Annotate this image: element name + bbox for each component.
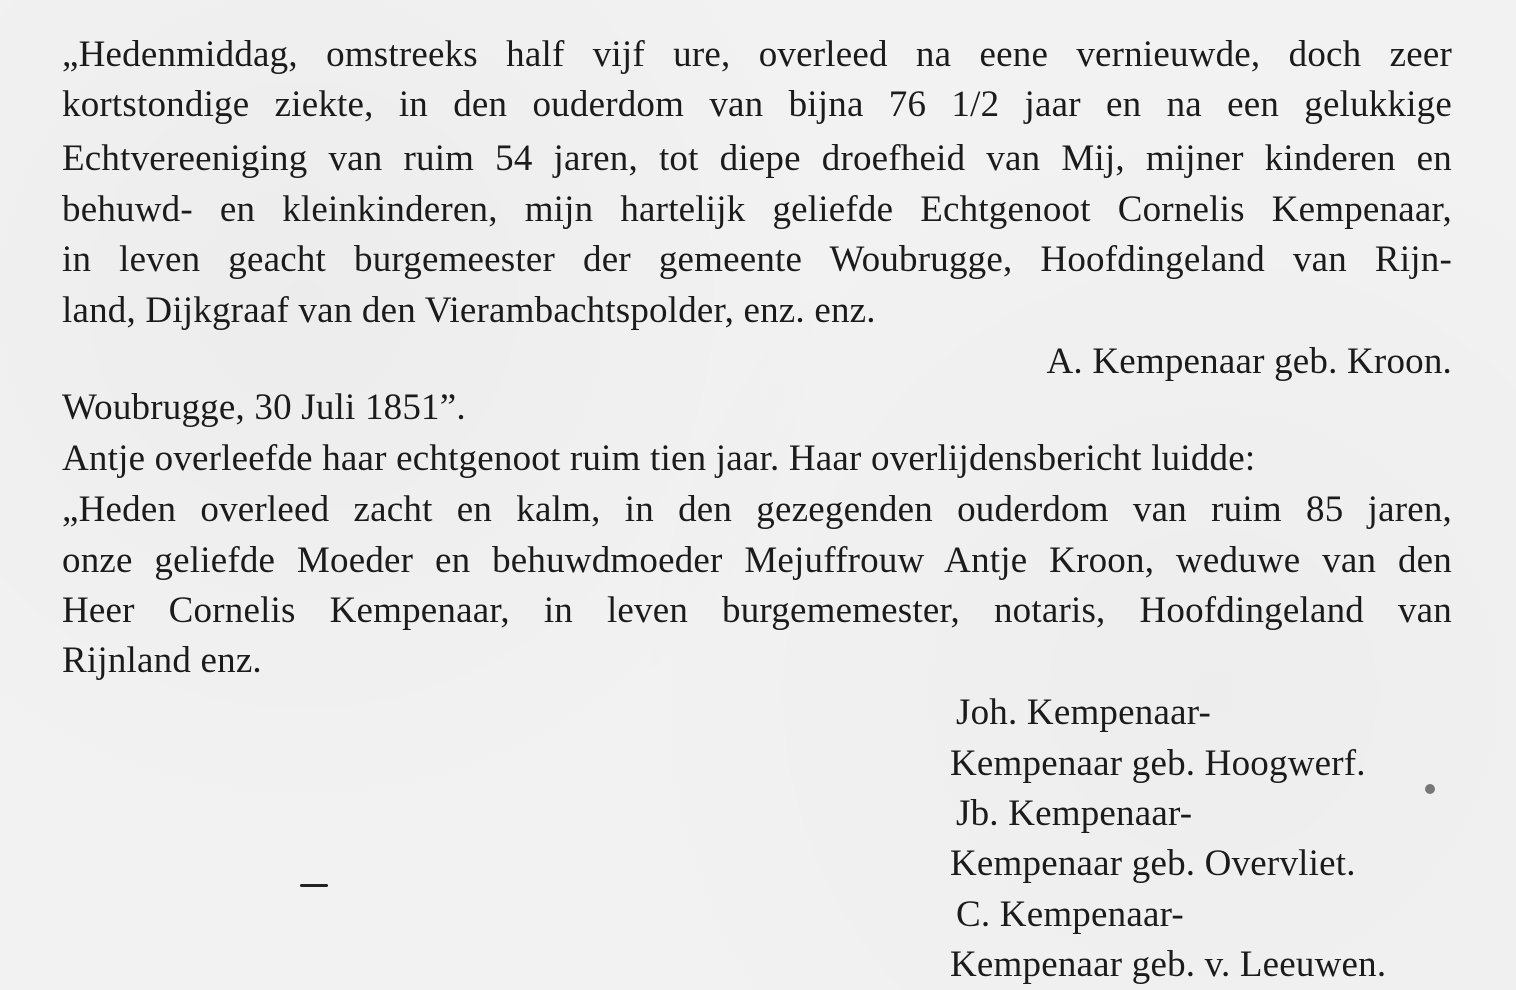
signature-line-2: Kempenaar geb. Hoogwerf. xyxy=(950,743,1366,784)
paper-speck xyxy=(1425,784,1435,794)
notice1-place-date: Woubrugge, 30 Juli 1851”. xyxy=(62,387,466,428)
ink-mark xyxy=(300,884,328,887)
intro-sentence: Antje overleefde haar echtgenoot ruim tien jaar. Haar overlijdensbericht luidde: xyxy=(62,438,1256,479)
signature-line-1: Joh. Kempenaar- xyxy=(956,692,1211,733)
signature-line-6: Kempenaar geb. v. Leeuwen. xyxy=(950,944,1387,985)
notice1-line-3: Echtvereeniging van ruim 54 jaren, tot diepe droefheid van Mij, mijner kinderen en xyxy=(62,138,1452,179)
notice2-line-2: onze geliefde Moeder en behuwdmoeder Mejuffrouw Antje Kroon, weduwe van den xyxy=(62,540,1452,581)
notice1-line-5: in leven geacht burgemeester der gemeente Woubrugge, Hoofdingeland van Rijn- xyxy=(62,239,1452,280)
notice1-line-2: kortstondige ziekte, in den ouderdom van bijna 76 1/2 jaar en na een gelukkige xyxy=(62,84,1452,125)
signature-line-4: Kempenaar geb. Overvliet. xyxy=(950,843,1356,884)
signature-line-5: C. Kempenaar- xyxy=(956,894,1184,935)
notice2-line-1: „Heden overleed zacht en kalm, in den gezegenden ouderdom van ruim 85 jaren, xyxy=(62,489,1452,530)
notice1-line-6: land, Dijkgraaf van den Vierambachtspolder, enz. enz. xyxy=(62,290,876,331)
notice2-line-4: Rijnland enz. xyxy=(62,640,262,681)
notice1-line-1: „Hedenmiddag, omstreeks half vijf ure, overleed na eene vernieuwde, doch zeer xyxy=(62,34,1452,75)
notice1-line-4: behuwd- en kleinkinderen, mijn hartelijk geliefde Echtgenoot Cornelis Kempenaar, xyxy=(62,189,1452,230)
notice2-line-3: Heer Cornelis Kempenaar, in leven burgememester, notaris, Hoofdingeland van xyxy=(62,590,1452,631)
notice1-signature: A. Kempenaar geb. Kroon. xyxy=(1046,341,1452,382)
signature-line-3: Jb. Kempenaar- xyxy=(956,793,1193,834)
